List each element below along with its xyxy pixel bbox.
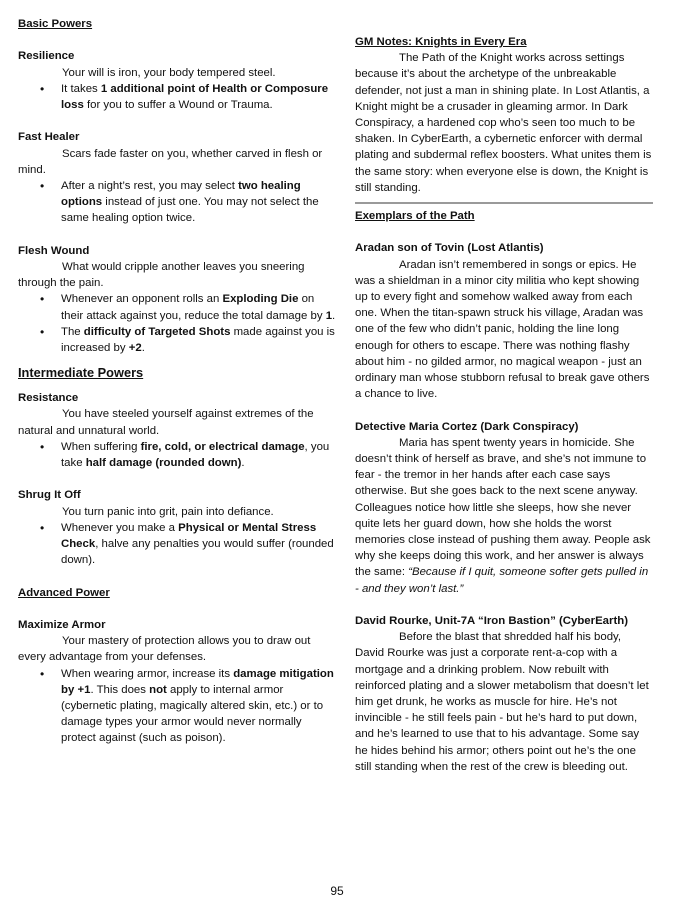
right-column [355, 34, 653, 775]
exemplars-heading: Exemplars of the Path [355, 210, 475, 223]
fast-healer-bullet: • After a night’s rest, you may select two healing options instead of just one. You may not select the same healing option twice. [18, 178, 336, 227]
david-body: Before the blast that shredded half his body, David Rourke was just a corporate rent-a-cop with a mortgage and a drinking problem. Now rebuilt with reinforced plating and a slower metabolism that doesn’t let him get drunk, he works as muscle for hire. He’s not invincible - he still feels pain - but he’s hard to put down, and he’s learned to use that to his advantage. Some say he hides behind his armor; others point out he’s the one still standing when the rest of the crew is bleeding out. [355, 631, 649, 773]
shrug-it-off-bullet: • Whenever you make a Physical or Mental Stress Check, halve any penalties you would suffer (rounded down). [18, 520, 336, 569]
maria-title: Detective Maria Cortez (Dark Conspiracy) [355, 420, 579, 433]
maria-quote: “Because if I quit, someone softer gets pulled in - and they won’t last.” [355, 566, 649, 595]
resistance-title: Resistance [18, 392, 79, 405]
flesh-wound-bullet-2: • The difficulty of Targeted Shots made against you is increased by +2. [18, 324, 336, 356]
aradan-title: Aradan son of Tovin (Lost Atlantis) [355, 242, 544, 255]
david-title: David Rourke, Unit-7A “Iron Bastion” (CyberEarth) [355, 615, 628, 628]
basic-powers-heading: Basic Powers [18, 18, 93, 30]
resilience-desc: Your will is iron, your body tempered steel. [62, 66, 276, 79]
resilience-title: Resilience [18, 50, 75, 63]
page-number: 95 [330, 884, 344, 898]
gm-notes-title: GM Notes: Knights in Every Era [355, 36, 527, 48]
advanced-power-heading: Advanced Power [18, 586, 110, 599]
fast-healer-title: Fast Healer [18, 131, 80, 144]
resilience-list [18, 81, 336, 113]
resilience-bullet: • It takes 1 additional point of Health or Composure loss for you to suffer a Wound or Trauma. [18, 81, 336, 113]
gm-notes-body: The Path of the Knight works across settings because it’s about the archetype of the unbreakable defender, not just a man in shining plate. In Lost Atlantis, a Knight might be a crusader in gleaming armor. In Dark Conspiracy, a hardened cop who’s seen too much to be shaken. In CyberEarth, a cybernetic enforcer with dermal plating and subdermal reflex boosters. What unites them is the same story: when everyone else is down, the Knight is still standing. [355, 52, 652, 194]
section-divider [355, 202, 653, 204]
shrug-it-off-title: Shrug It Off [18, 489, 81, 502]
intermediate-powers-heading: Intermediate Powers [18, 365, 144, 381]
fast-healer-desc: Scars fade faster on you, whether carved in flesh or mind. [18, 147, 323, 176]
maximize-armor-bullet: • When wearing armor, increase its damage mitigation by +1. This does not apply to internal armor (cybernetic plating, magically altered skin, etc.) or to damage types your armor would never normally protect against (such as poison). [18, 666, 336, 747]
flesh-wound-bullet-1: • Whenever an opponent rolls an Exploding Die on their attack against you, reduce the total damage by 1. [18, 291, 336, 323]
shrug-it-off-desc: You turn panic into grit, pain into defiance. [62, 505, 274, 518]
left-column [18, 16, 336, 747]
flesh-wound-desc: What would cripple another leaves you sneering through the pain. [18, 261, 305, 290]
resistance-list [18, 439, 336, 471]
maximize-armor-desc: Your mastery of protection allows you to draw out every advantage from your defenses. [18, 635, 311, 664]
maximize-armor-list [18, 666, 336, 747]
shrug-it-off-list [18, 520, 336, 569]
flesh-wound-title: Flesh Wound [18, 244, 90, 257]
maximize-armor-title: Maximize Armor [18, 619, 106, 632]
maria-body: Maria has spent twenty years in homicide. She doesn’t think of herself as brave, and she’s not immune to fear - the tremor in her hands after each case says otherwise. But she goes back to the next scene anyway. Colleagues notice how little she sleeps, how she never quite lets her guard down, how she holds the worst memories close instead of pushing them away. People ask why she keeps doing this work, and her answer is always the same: “Because if I quit, someone softer gets pulled in - and they won’t last.” [355, 436, 651, 595]
resistance-bullet: • When suffering fire, cold, or electrical damage, you take half damage (rounded down). [18, 439, 336, 471]
fast-healer-list [18, 178, 336, 227]
flesh-wound-list [18, 291, 336, 356]
resistance-desc: You have steeled yourself against extremes of the natural and unnatural world. [18, 408, 314, 437]
aradan-body: Aradan isn’t remembered in songs or epics. He was a shieldman in a minor city militia who kept showing up to every fight and somehow walked away from each one. When the titan-spawn struck his village, Aradan was one of the few who didn’t panic, holding the line long enough for others to escape. There was nothing flashy about him - no gilded armor, no magical weapon - just an ordinary man whose stubborn refusal to break gave others a chance to live. [355, 258, 650, 401]
